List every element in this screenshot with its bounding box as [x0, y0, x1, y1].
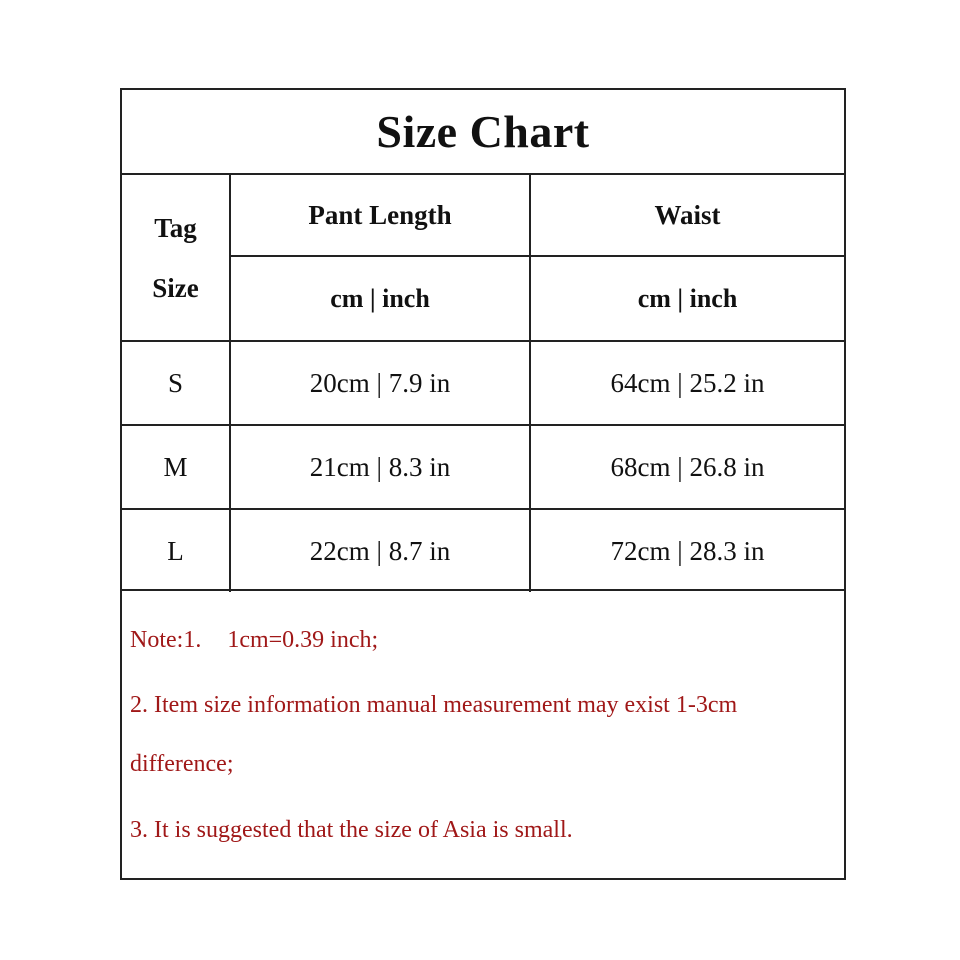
title-row	[122, 90, 844, 175]
pant-length-unit: cm | inch	[230, 256, 530, 341]
pant-length-cell: 22cm | 8.7 in	[230, 509, 530, 592]
page-title: Size Chart	[376, 106, 590, 157]
note-2-line-1: 2. Item size information manual measurement may exist 1-3cm	[130, 692, 738, 718]
notes-section	[122, 589, 844, 878]
waist-cell: 68cm | 26.8 in	[530, 425, 844, 509]
unit-row	[122, 256, 844, 341]
note-1	[130, 627, 378, 654]
pant-length-header: Pant Length	[230, 175, 530, 256]
pant-length-cell: 21cm | 8.3 in	[230, 425, 530, 509]
size-chart-table	[120, 88, 846, 880]
header-row	[122, 175, 844, 256]
size-cell: M	[122, 425, 230, 509]
size-label: Size	[152, 272, 199, 303]
table-row	[122, 425, 844, 509]
pant-length-cell: 20cm | 7.9 in	[230, 341, 530, 425]
size-cell: S	[122, 341, 230, 425]
tag-size-header	[122, 175, 230, 341]
note-1-text: 1cm=0.39 inch;	[227, 627, 379, 653]
size-cell: L	[122, 509, 230, 592]
waist-cell: 72cm | 28.3 in	[530, 509, 844, 592]
table-row	[122, 509, 844, 592]
tag-label: Tag	[154, 212, 197, 243]
waist-header: Waist	[530, 175, 844, 256]
note-2-line-2: difference;	[130, 751, 234, 777]
note-1-prefix: Note:1.	[130, 627, 202, 653]
size-grid	[122, 175, 844, 592]
waist-cell: 64cm | 25.2 in	[530, 341, 844, 425]
note-3: 3. It is suggested that the size of Asia is small.	[130, 817, 573, 843]
waist-unit: cm | inch	[530, 256, 844, 341]
table-row	[122, 341, 844, 425]
